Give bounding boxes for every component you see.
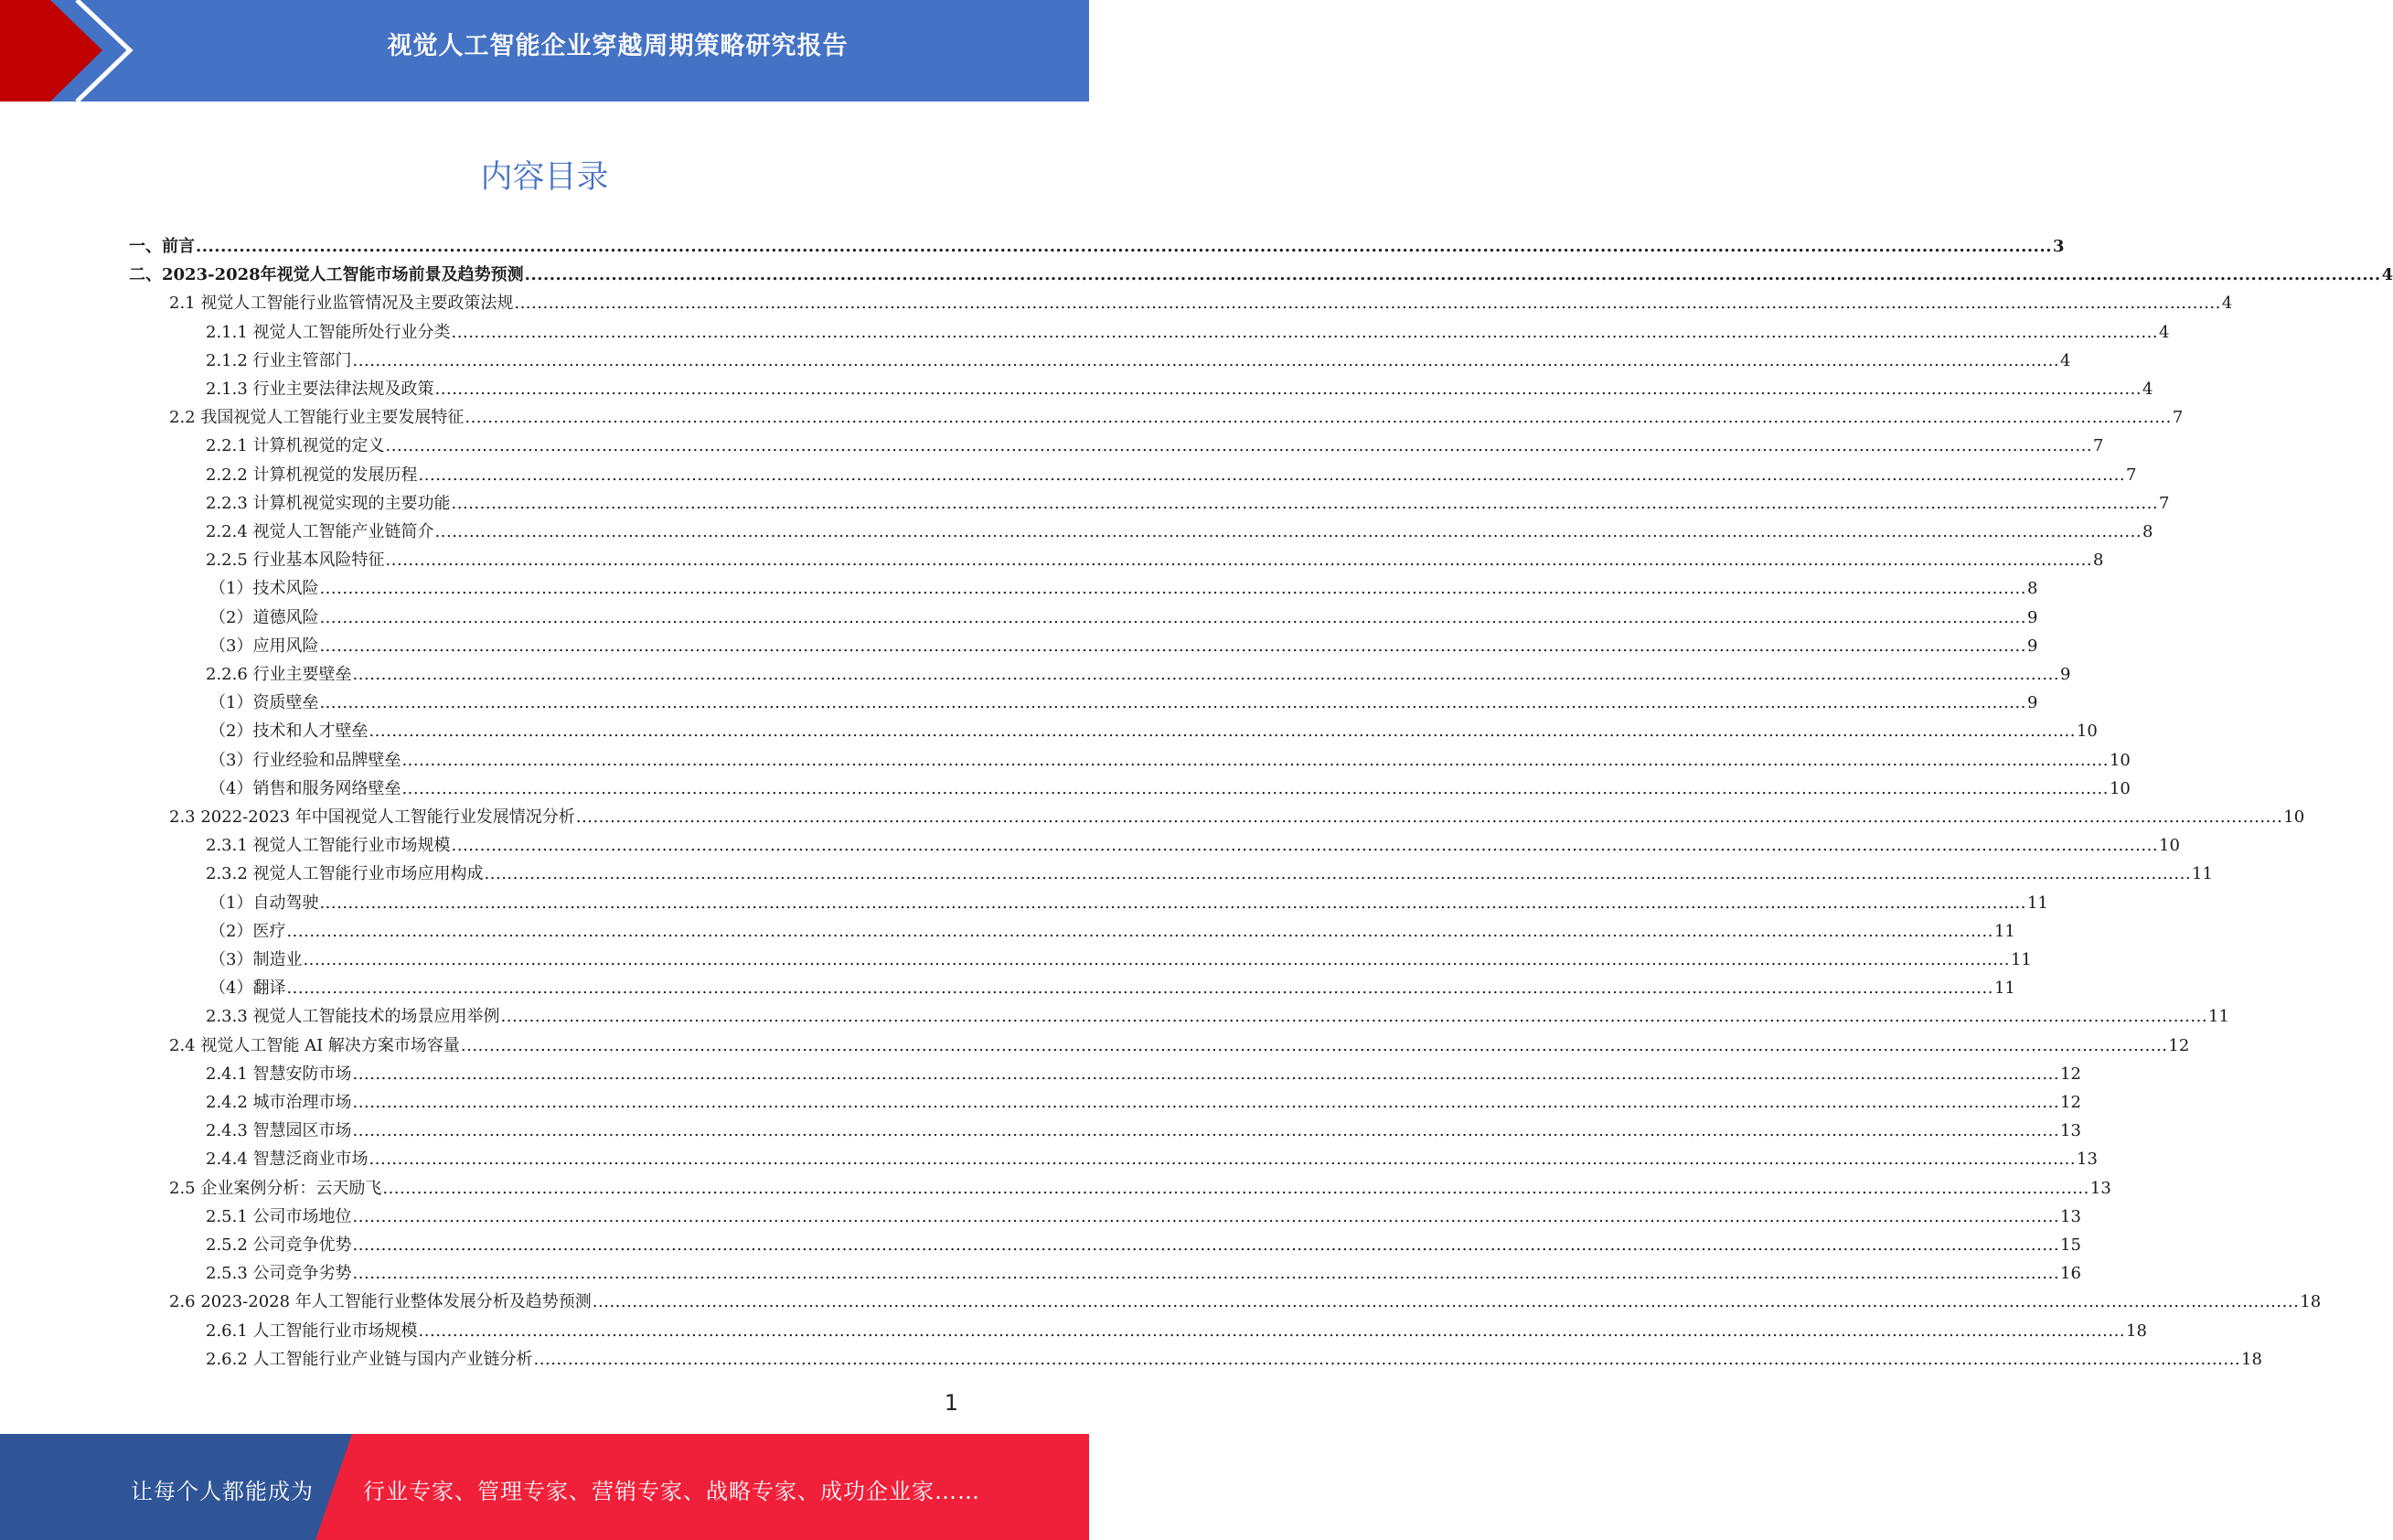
toc-entry-page: 7 xyxy=(2172,408,2184,428)
toc-entry[interactable] xyxy=(169,1032,2190,1060)
toc-entry[interactable] xyxy=(129,261,2393,289)
toc-entry[interactable] xyxy=(209,889,2048,917)
toc-entry[interactable] xyxy=(206,1203,2081,1231)
toc-entry[interactable] xyxy=(206,1259,2081,1288)
toc-entry[interactable] xyxy=(206,1345,2262,1374)
toc-entry-label: （3）制造业 xyxy=(209,950,303,969)
toc-entry[interactable] xyxy=(206,318,2170,347)
toc-entry[interactable] xyxy=(169,1174,2111,1203)
toc-entry-page: 18 xyxy=(2241,1349,2262,1369)
toc-dot-leader: ............................................................................................................................................................................................................................................................................................................ xyxy=(352,1264,2060,1284)
toc-entry-label: （4）翻译 xyxy=(209,979,286,999)
toc-dot-leader: ............................................................................................................................................................................................................................................................................................................ xyxy=(352,1206,2060,1226)
toc-dot-leader: ............................................................................................................................................................................................................................................................................................................ xyxy=(401,778,2109,798)
toc-dot-leader: ............................................................................................................................................................................................................................................................................................................ xyxy=(319,579,2026,599)
toc-entry-label: 一、前言 xyxy=(129,237,195,256)
toc-dot-leader: ............................................................................................................................................................................................................................................................................................................ xyxy=(514,294,2221,314)
toc-entry-label: 2.4.3 智慧园区市场 xyxy=(206,1121,352,1141)
toc-entry[interactable] xyxy=(206,347,2071,375)
toc-entry-page: 15 xyxy=(2060,1235,2081,1255)
toc-entry[interactable] xyxy=(206,860,2213,888)
toc-dot-leader: ............................................................................................................................................................................................................................................................................................................ xyxy=(369,722,2076,742)
toc-entry-page: 4 xyxy=(2159,322,2170,342)
toc-entry[interactable] xyxy=(206,831,2180,860)
toc-entry[interactable] xyxy=(209,689,2038,717)
toc-entry[interactable] xyxy=(169,1288,2322,1316)
toc-dot-leader: ............................................................................................................................................................................................................................................................................................................ xyxy=(533,1349,2241,1369)
toc-entry-label: 2.1 视觉人工智能行业监管情况及主要政策法规 xyxy=(169,294,514,314)
toc-entry-label: 2.1.1 视觉人工智能所处行业分类 xyxy=(206,322,451,342)
toc-dot-leader: ............................................................................................................................................................................................................................................................................................................ xyxy=(196,237,2052,256)
toc-entry[interactable] xyxy=(209,632,2038,660)
header-red-arrow xyxy=(0,0,102,102)
toc-dot-leader: ............................................................................................................................................................................................................................................................................................................ xyxy=(460,1035,2168,1055)
toc-dot-leader: ............................................................................................................................................................................................................................................................................................................ xyxy=(286,921,1993,941)
toc-entry-label: 2.2.5 行业基本风险特征 xyxy=(206,551,385,571)
toc-entry-page: 9 xyxy=(2026,693,2038,713)
toc-entry-label: （2）技术和人才壁垒 xyxy=(209,722,369,742)
toc-entry-label: 2.2.4 视觉人工智能产业链简介 xyxy=(206,522,434,541)
toc-entry-page: 8 xyxy=(2142,522,2153,541)
toc-entry[interactable] xyxy=(206,660,2071,689)
toc-entry[interactable] xyxy=(209,717,2098,745)
toc-entry-label: 2.3.1 视觉人工智能行业市场规模 xyxy=(206,836,451,856)
toc-entry-page: 11 xyxy=(2192,864,2213,884)
toc-dot-leader: ............................................................................................................................................................................................................................................................................................................ xyxy=(352,665,2060,684)
toc-heading: 内容目录 xyxy=(480,159,609,196)
toc-entry[interactable] xyxy=(169,803,2305,831)
toc-entry-page: 10 xyxy=(2076,722,2098,742)
toc-dot-leader: ............................................................................................................................................................................................................................................................................................................ xyxy=(451,836,2159,856)
toc-entry[interactable] xyxy=(206,1088,2081,1117)
toc-entry-page: 13 xyxy=(2060,1206,2081,1226)
toc-entry-label: 2.4 视觉人工智能 AI 解决方案市场容量 xyxy=(169,1035,460,1055)
toc-entry[interactable] xyxy=(206,1231,2081,1259)
toc-entry[interactable] xyxy=(209,946,2032,974)
toc-entry-label: 2.6 2023-2028 年人工智能行业整体发展分析及趋势预测 xyxy=(169,1292,592,1312)
toc-dot-leader: ............................................................................................................................................................................................................................................................................................................ xyxy=(434,380,2142,399)
toc-entry-page: 16 xyxy=(2060,1264,2081,1284)
toc-entry[interactable] xyxy=(209,574,2038,603)
toc-entry-label: 2.2.6 行业主要壁垒 xyxy=(206,665,352,684)
toc-entry-page: 13 xyxy=(2060,1121,2081,1141)
toc-dot-leader: ............................................................................................................................................................................................................................................................................................................ xyxy=(319,636,2026,656)
toc-dot-leader: ............................................................................................................................................................................................................................................................................................................ xyxy=(319,693,2026,713)
footer-slogan-left: 让每个人都能成为 xyxy=(131,1479,314,1504)
toc-entry-label: （1）资质壁垒 xyxy=(209,693,319,713)
toc-entry-label: 2.5.1 公司市场地位 xyxy=(206,1206,352,1226)
toc-entry[interactable] xyxy=(206,1145,2098,1173)
toc-entry-page: 10 xyxy=(2109,750,2131,770)
toc-entry-label: 二、2023-2028年视觉人工智能市场前景及趋势预测 xyxy=(129,265,524,285)
toc-dot-leader: ............................................................................................................................................................................................................................................................................................................ xyxy=(319,607,2026,627)
toc-entry-label: （3）行业经验和品牌壁垒 xyxy=(209,750,401,770)
toc-entry-label: 2.1.3 行业主要法律法规及政策 xyxy=(206,380,434,399)
toc-entry-label: 2.5.3 公司竞争劣势 xyxy=(206,1264,352,1284)
toc-entry-page: 18 xyxy=(2300,1292,2322,1312)
toc-entry-label: （2）道德风险 xyxy=(209,607,319,627)
toc-entry-page: 8 xyxy=(2026,579,2038,599)
toc-entry-label: 2.4.2 城市治理市场 xyxy=(206,1093,352,1112)
toc-entry-page: 4 xyxy=(2142,380,2153,399)
toc-entry-page: 4 xyxy=(2060,350,2071,370)
toc-dot-leader: ............................................................................................................................................................................................................................................................................................................ xyxy=(382,1178,2089,1198)
toc-entry[interactable] xyxy=(169,403,2184,432)
toc-entry[interactable] xyxy=(206,1060,2081,1088)
toc-entry-label: （1）技术风险 xyxy=(209,579,319,599)
toc-entry-page: 12 xyxy=(2168,1035,2190,1055)
toc-entry-label: 2.2.2 计算机视觉的发展历程 xyxy=(206,465,418,485)
toc-entry-label: （4）销售和服务网络壁垒 xyxy=(209,778,401,798)
toc-dot-leader: ............................................................................................................................................................................................................................................................................................................ xyxy=(575,807,2283,827)
toc-dot-leader: ............................................................................................................................................................................................................................................................................................................ xyxy=(303,950,2010,969)
report-title: 视觉人工智能企业穿越周期策略研究报告 xyxy=(387,32,849,60)
toc-entry-page: 4 xyxy=(2221,294,2233,314)
toc-dot-leader: ............................................................................................................................................................................................................................................................................................................ xyxy=(369,1150,2077,1170)
toc-entry-page: 12 xyxy=(2060,1064,2081,1084)
toc-entry-page: 11 xyxy=(2010,950,2032,969)
toc-dot-leader: ............................................................................................................................................................................................................................................................................................................ xyxy=(352,1093,2060,1112)
toc-entry-label: 2.2.1 计算机视觉的定义 xyxy=(206,436,385,456)
toc-dot-leader: ............................................................................................................................................................................................................................................................................................................ xyxy=(352,1064,2060,1084)
toc-entry-label: 2.4.1 智慧安防市场 xyxy=(206,1064,352,1084)
toc-entry-page: 10 xyxy=(2283,807,2305,827)
toc-dot-leader: ............................................................................................................................................................................................................................................................................................................ xyxy=(401,750,2109,770)
toc-entry-page: 7 xyxy=(2126,465,2137,485)
toc-dot-leader: ............................................................................................................................................................................................................................................................................................................ xyxy=(524,265,2381,285)
toc-entry[interactable] xyxy=(209,917,2015,946)
toc-dot-leader: ............................................................................................................................................................................................................................................................................................................ xyxy=(418,1321,2126,1341)
toc-entry-page: 11 xyxy=(1993,921,2015,941)
toc-entry-label: 2.4.4 智慧泛商业市场 xyxy=(206,1150,369,1170)
toc-entry-page: 11 xyxy=(2208,1007,2229,1027)
toc-dot-leader: ............................................................................................................................................................................................................................................................................................................ xyxy=(451,493,2159,513)
toc-dot-leader: ............................................................................................................................................................................................................................................................................................................ xyxy=(592,1292,2300,1312)
toc-entry-label: （1）自动驾驶 xyxy=(209,893,319,913)
toc-dot-leader: ............................................................................................................................................................................................................................................................................................................ xyxy=(352,1235,2060,1255)
toc-entry[interactable] xyxy=(129,232,2065,261)
toc-entry-page: 7 xyxy=(2093,436,2104,456)
toc-entry-page: 13 xyxy=(2089,1178,2111,1198)
toc-entry[interactable] xyxy=(209,604,2038,632)
toc-dot-leader: ............................................................................................................................................................................................................................................................................................................ xyxy=(500,1007,2208,1027)
toc-entry-page: 9 xyxy=(2026,607,2038,627)
toc-entry[interactable] xyxy=(206,1317,2147,1345)
toc-dot-leader: ............................................................................................................................................................................................................................................................................................................ xyxy=(286,979,1993,999)
toc-entry-label: 2.3.2 视觉人工智能行业市场应用构成 xyxy=(206,864,484,884)
toc-entry[interactable] xyxy=(206,432,2104,460)
toc-dot-leader: ............................................................................................................................................................................................................................................................................................................ xyxy=(352,350,2060,370)
toc-entry[interactable] xyxy=(206,461,2137,489)
toc-dot-leader: ............................................................................................................................................................................................................................................................................................................ xyxy=(434,522,2142,541)
toc-dot-leader: ............................................................................................................................................................................................................................................................................................................ xyxy=(451,322,2159,342)
toc-entry-label: 2.2.3 计算机视觉实现的主要功能 xyxy=(206,493,451,513)
toc-entry-page: 12 xyxy=(2060,1093,2081,1112)
toc-entry-page: 4 xyxy=(2381,265,2393,285)
toc-entry-page: 13 xyxy=(2077,1150,2098,1170)
toc-entry-label: （3）应用风险 xyxy=(209,636,319,656)
toc-entry-page: 18 xyxy=(2126,1321,2147,1341)
toc-dot-leader: ............................................................................................................................................................................................................................................................................................................ xyxy=(465,408,2172,428)
toc-entry-label: 2.6.1 人工智能行业市场规模 xyxy=(206,1321,418,1341)
toc-entry-page: 8 xyxy=(2093,551,2104,571)
toc-entry-label: 2.3.3 视觉人工智能技术的场景应用举例 xyxy=(206,1007,500,1027)
toc-entry-page: 9 xyxy=(2060,665,2071,684)
toc-entry[interactable] xyxy=(206,518,2153,546)
toc-entry-page: 11 xyxy=(2026,893,2048,913)
toc-entry[interactable] xyxy=(206,489,2170,518)
toc-entry-page: 10 xyxy=(2159,836,2180,856)
toc-dot-leader: ............................................................................................................................................................................................................................................................................................................ xyxy=(385,551,2093,571)
toc-entry-label: 2.2 我国视觉人工智能行业主要发展特征 xyxy=(169,408,465,428)
toc-entry[interactable] xyxy=(209,775,2131,803)
toc-entry[interactable] xyxy=(209,974,2015,1002)
toc-entry-page: 9 xyxy=(2026,636,2038,656)
toc-entry-page: 3 xyxy=(2052,237,2065,256)
toc-dot-leader: ............................................................................................................................................................................................................................................................................................................ xyxy=(319,893,2026,913)
page-header xyxy=(0,0,1089,102)
footer-slogan-right: 行业专家、管理专家、营销专家、战略专家、成功企业家…… xyxy=(363,1479,980,1504)
toc-entry-label: 2.5.2 公司竞争优势 xyxy=(206,1235,352,1255)
toc-dot-leader: ............................................................................................................................................................................................................................................................................................................ xyxy=(484,864,2192,884)
toc-entry-page: 11 xyxy=(1993,979,2015,999)
toc-entry[interactable] xyxy=(209,746,2131,775)
toc-dot-leader: ............................................................................................................................................................................................................................................................................................................ xyxy=(385,436,2093,456)
toc-entry[interactable] xyxy=(206,546,2104,574)
toc-entry-label: 2.6.2 人工智能行业产业链与国内产业链分析 xyxy=(206,1349,533,1369)
toc-dot-leader: ............................................................................................................................................................................................................................................................................................................ xyxy=(352,1121,2060,1141)
toc-entry-label: 2.5 企业案例分析：云天励飞 xyxy=(169,1178,382,1198)
toc-entry-page: 7 xyxy=(2159,493,2170,513)
toc-entry[interactable] xyxy=(169,289,2233,317)
page-footer xyxy=(0,1434,1089,1540)
toc-entry-label: （2）医疗 xyxy=(209,921,286,941)
toc-entry-page: 10 xyxy=(2109,778,2131,798)
toc-entry[interactable] xyxy=(206,1002,2229,1031)
toc-entry-label: 2.1.2 行业主管部门 xyxy=(206,350,352,370)
toc-entry[interactable] xyxy=(206,375,2153,403)
toc-entry-label: 2.3 2022-2023 年中国视觉人工智能行业发展情况分析 xyxy=(169,807,575,827)
page-number: 1 xyxy=(944,1390,958,1416)
toc-entry[interactable] xyxy=(206,1117,2081,1145)
toc-dot-leader: ............................................................................................................................................................................................................................................................................................................ xyxy=(418,465,2126,485)
